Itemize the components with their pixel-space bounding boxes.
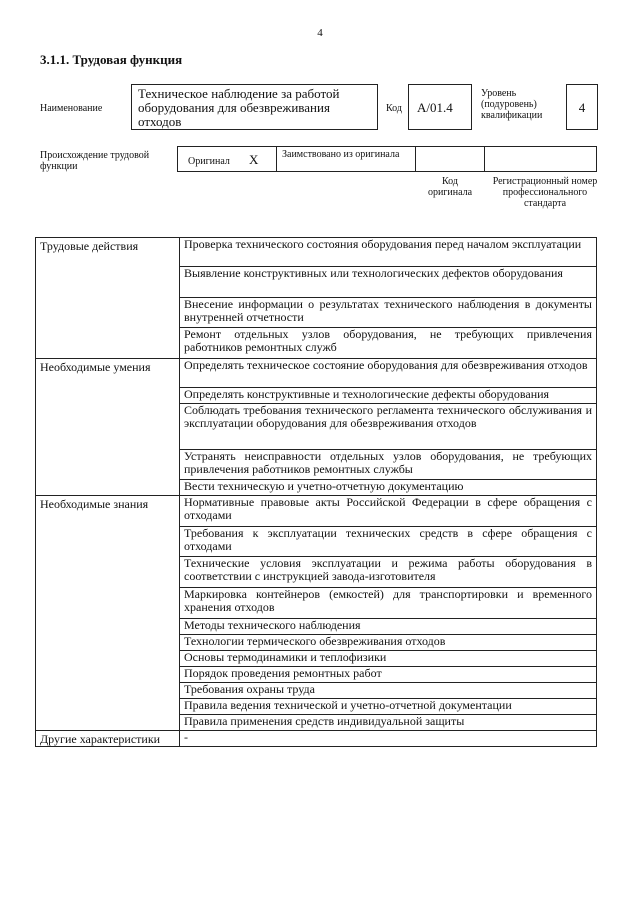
name-value-box: [131, 84, 378, 130]
item-cell: Вести техническую и учетно-отчетную документацию: [180, 480, 597, 496]
item-cell: Проверка технического состояния оборудования перед началом эксплуатации: [180, 238, 597, 267]
item-cell: Требования охраны труда: [180, 683, 597, 699]
original-label: Оригинал: [188, 156, 230, 167]
name-value: Техническое наблюдение за работой оборудования для обезвреживания отходов: [138, 86, 340, 129]
borrowed-label: Заимствовано из оригинала: [282, 149, 400, 160]
category-cell: Другие характеристики: [36, 731, 180, 747]
item-cell: Методы технического наблюдения: [180, 619, 597, 635]
section-title: 3.1.1. Трудовая функция: [40, 52, 183, 67]
item-cell: Маркировка контейнеров (емкостей) для транспортировки и временного хранения отходов: [180, 588, 597, 619]
item-cell: Требования к эксплуатации технических средств в сфере обращения с отходами: [180, 527, 597, 557]
code-label: Код: [386, 103, 402, 114]
origin-divider: [484, 147, 485, 171]
item-cell: Правила ведения технической и учетно-отчетной документации: [180, 699, 597, 715]
category-cell: Необходимые умения: [36, 359, 180, 496]
table-row: [36, 238, 597, 267]
item-cell: Определять конструктивные и технологические дефекты оборудования: [180, 388, 597, 404]
item-cell: -: [180, 731, 597, 747]
item-cell: Выявление конструктивных или технологических дефектов оборудования: [180, 267, 597, 298]
category-cell: Необходимые знания: [36, 496, 180, 731]
table-row: [36, 496, 597, 527]
item-cell: Технические условия эксплуатации и режима работы оборудования в соответствии с инструкцией завода-изготовителя: [180, 557, 597, 588]
labor-function-table: [35, 237, 597, 747]
item-cell: Порядок проведения ремонтных работ: [180, 667, 597, 683]
item-cell: Правила применения средств индивидуальной защиты: [180, 715, 597, 731]
table-row: [36, 359, 597, 388]
item-cell: Основы термодинамики и теплофизики: [180, 651, 597, 667]
item-cell: Устранять неисправности отдельных узлов оборудования, не требующих привлечения работников ремонтных службы: [180, 450, 597, 480]
origin-divider: [415, 147, 416, 171]
level-value: 4: [578, 100, 586, 115]
reg-number-caption: Регистрационный номер профессионального стандарта: [492, 176, 598, 209]
table-row: [36, 731, 597, 747]
item-cell: Соблюдать требования технического регламента технического обслуживания и эксплуатации оборудования для обезвреживания отходов: [180, 404, 597, 450]
code-value-box: [408, 84, 472, 130]
level-value-box: [566, 84, 598, 130]
code-value: А/01.4: [417, 100, 453, 115]
origin-table: [177, 146, 597, 172]
name-label: Наименование: [40, 103, 103, 114]
original-mark: Х: [249, 152, 259, 167]
page-number: 4: [317, 27, 323, 39]
item-cell: Технологии термического обезвреживания отходов: [180, 635, 597, 651]
item-cell: Внесение информации о результатах технического наблюдения в документы внутренней отчетности: [180, 298, 597, 328]
item-cell: Определять техническое состояние оборудования для обезвреживания отходов: [180, 359, 597, 388]
origin-divider: [276, 147, 277, 171]
origin-label: Происхождение трудовой функции: [40, 150, 150, 172]
item-cell: Нормативные правовые акты Российской Федерации в сфере обращения с отходами: [180, 496, 597, 527]
category-cell: Трудовые действия: [36, 238, 180, 359]
level-label: Уровень (подуровень) квалификации: [481, 88, 543, 121]
item-cell: Ремонт отдельных узлов оборудования, не требующих привлечения работников ремонтных служб: [180, 328, 597, 359]
code-original-caption: Код оригинала: [427, 176, 473, 198]
